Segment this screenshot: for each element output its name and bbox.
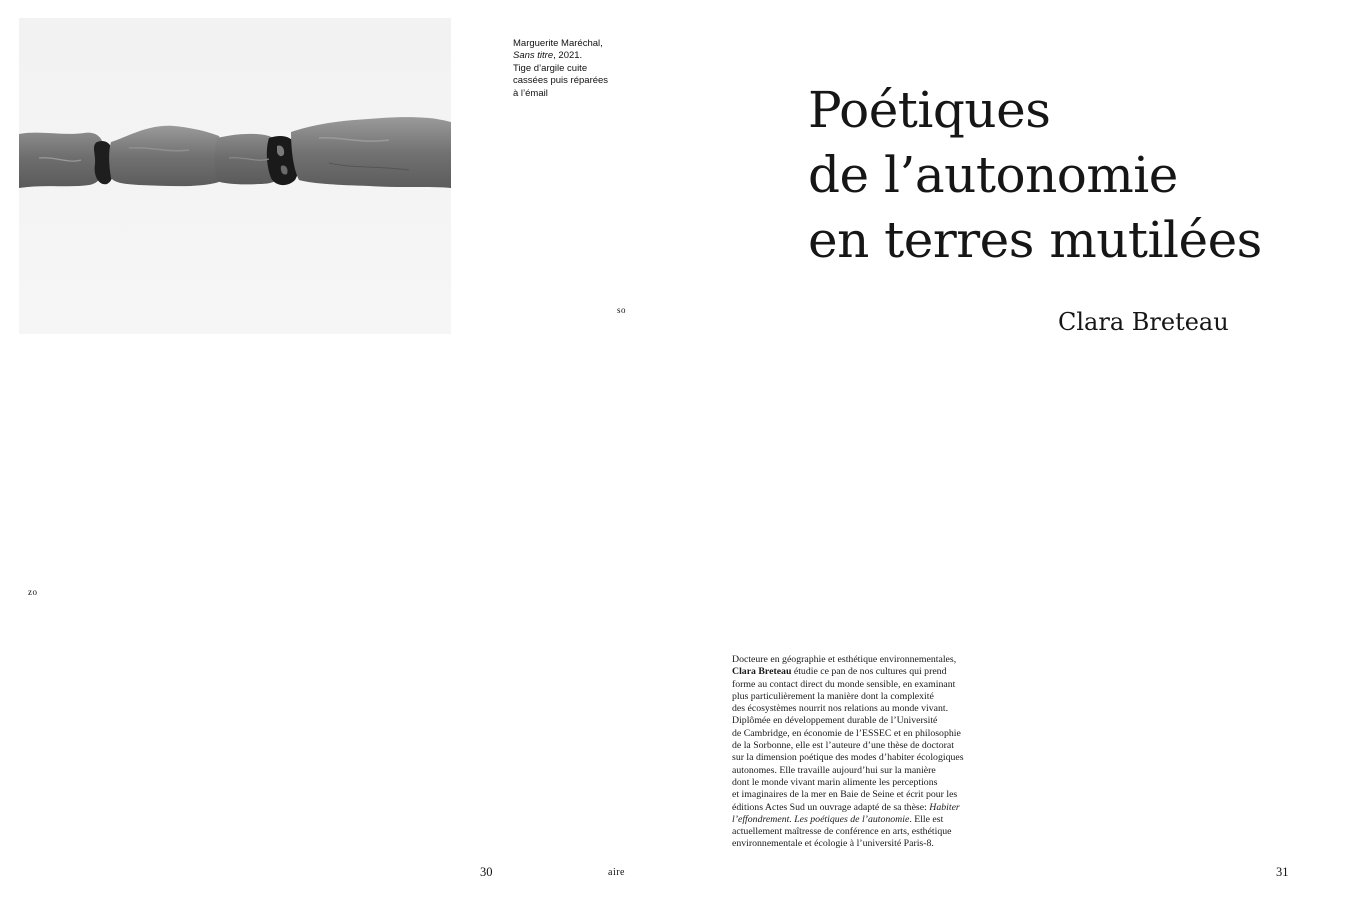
marker-aire: aire [608,867,625,878]
marker-so: so [617,305,627,315]
title-line-1: Poétiques [808,81,1051,139]
bio-text: . Elle est [909,813,944,825]
bio-line: Diplômée en développement durable de l’Université [732,715,938,727]
bio-line [732,814,994,826]
bio-line [732,802,994,814]
caption-medium-2: cassées puis réparées [513,75,609,87]
bio-line: forme au contact direct du monde sensible, en examinant [732,678,956,690]
article-author: Clara Breteau [1058,308,1229,336]
bio-line: et imaginaires de la mer en Baie de Seine et écrit pour les [732,789,958,801]
bio-book-title: Habiter [929,801,960,813]
bio-text: étudie ce pan de nos cultures qui prend [791,666,947,678]
bio-line: de Cambridge, en économie de l’ESSEC et en philosophie [732,727,961,739]
bio-line: autonomes. Elle travaille aujourd’hui sur la manière [732,764,936,776]
bio-line: de la Sorbonne, elle est l’auteure d’une thèse de doctorat [732,740,954,752]
bio-line: actuellement maîtresse de conférence en arts, esthétique [732,826,952,838]
bio-text: éditions Actes Sud un ouvrage adapté de sa thèse: [732,801,930,813]
photo-caption [513,38,633,100]
marker-zo: zo [28,587,38,597]
caption-medium-1: Tige d’argile cuite [513,62,588,74]
caption-title-line [513,50,633,62]
title-line-3: en terres mutilées [808,211,1262,269]
bio-line: dont le monde vivant marin alimente les perceptions [732,776,938,788]
caption-artwork-title: Sans titre [513,50,554,62]
bio-book-title: l’effondrement. Les poétiques de l’autonomie [732,813,910,825]
page-number-left: 30 [480,865,493,879]
author-bio [732,654,994,851]
title-line-2: de l’autonomie [808,146,1178,204]
bio-author-name: Clara Breteau [732,666,792,678]
bio-line: environnementale et écologie à l’université Paris-8. [732,838,934,850]
page-number-right: 31 [1276,865,1289,879]
caption-medium-3: à l’émail [513,87,548,99]
clay-rod-image [19,18,451,334]
bio-line: plus particulièrement la manière dont la complexité [732,690,934,702]
bio-line: Docteure en géographie et esthétique environnementales, [732,654,957,665]
bio-line: des écosystèmes nourrit nos relations au monde vivant. [732,703,949,715]
caption-year: , 2021. [553,50,583,62]
caption-artist: Marguerite Maréchal, [513,38,603,49]
artwork-photo [19,18,451,334]
article-title [808,78,1328,273]
bio-line [732,666,994,678]
bio-line: sur la dimension poétique des modes d’habiter écologiques [732,752,964,764]
